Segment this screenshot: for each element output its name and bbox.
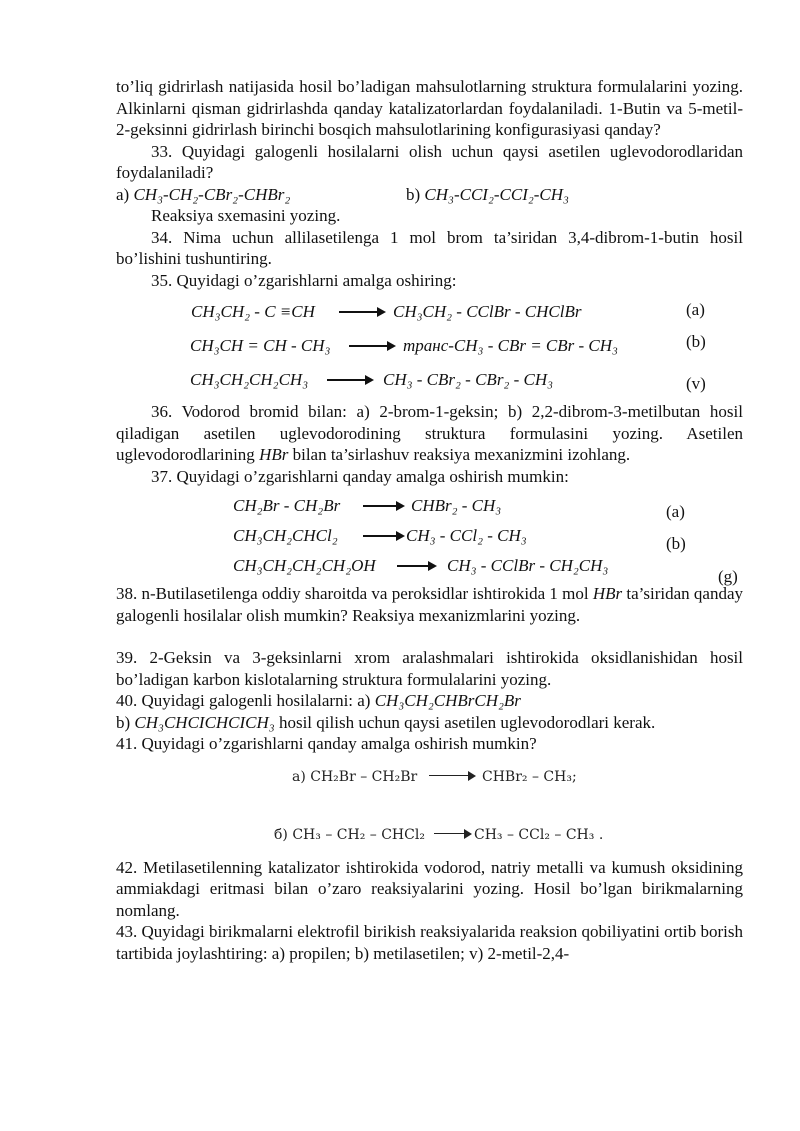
reaction-arrow-icon: [434, 833, 470, 834]
reaction-product: CH₃ - CBr₂ - CBr₂ - CH₃: [383, 370, 554, 389]
question-40-text-end: hosil qilish uchun qaysi asetilen uglevodorodlari kerak.: [274, 712, 656, 732]
reaction-reactant: a) CH₂Br – CH₂Br: [292, 768, 418, 785]
reaction-arrow-icon: [349, 345, 394, 347]
reaction-reactant: CH₃CH = CH - CH₃: [190, 336, 331, 355]
spacer: [116, 626, 743, 647]
reaction-arrow-icon: [339, 311, 384, 313]
q41-reaction-b: [116, 819, 743, 849]
reaction-arrow-icon: [363, 505, 403, 507]
question-36: [116, 401, 743, 466]
reaction-reactant: б) CH₃ – CH₂ – CHCl₂: [274, 826, 425, 843]
option-a-label: a): [116, 184, 134, 204]
question-35: 35. Quyidagi o’zgarishlarni amalga oshiring:: [151, 270, 457, 290]
question-43: 43. Quyidagi birikmalarni elektrofil birikish reaksiyalarida reaksion qobiliyatini ortib borish tartibida joylashtiring: a) propilen; b) metilasetilen; v) 2-metil-2,4-: [116, 922, 743, 963]
question-40-b: [116, 712, 743, 734]
reaction-reactant: CH₂Br - CH₂Br: [233, 496, 341, 515]
question-36-text-end: bilan ta’sirlashuv reaksiya mexanizmini izohlang.: [288, 445, 631, 464]
question-33: 33. Quyidagi galogenli hosilalarni olish uchun qaysi asetilen uglevodorodlaridan foydalaniladi?: [116, 141, 743, 182]
reaction-reactant: CH₃CH₂CH₂CH₂OH: [233, 556, 376, 575]
q41-reaction-a: [116, 761, 743, 791]
reaction-product: CHBr₂ – CH₃;: [482, 768, 577, 785]
document-page: [116, 76, 743, 964]
question-40-formula-b: CH₃CHCICHCICH₃: [134, 712, 275, 732]
question-40: [116, 690, 743, 712]
reaction-label: (a): [666, 502, 685, 521]
option-b-label: b): [406, 184, 425, 204]
question-34: 34. Nima uchun allilasetilenga 1 mol brom ta’siridan 3,4-dibrom-1-butin hosil bo’lishini tushuntiring.: [116, 227, 743, 268]
reaction-label: (a): [686, 300, 705, 319]
reaction-arrow-icon: [397, 565, 435, 567]
question-38-text: 38. n-Butilasetilenga oddiy sharoitda va peroksidlar ishtirokida 1 mol: [116, 584, 593, 603]
q37-reaction-b: [116, 523, 743, 553]
option-a-formula: CH₃-CH₂-CBr₂-CHBr₂: [133, 184, 291, 204]
question-37: 37. Quyidagi o’zgarishlarni qanday amalga oshirish mumkin:: [151, 466, 569, 486]
reaction-product: CH₃ – CCl₂ – CH₃ .: [474, 826, 604, 843]
q35-reaction-v: [116, 367, 743, 401]
question-40-formula-a: CH₃CH₂CHBrCH₂Br: [374, 691, 521, 710]
question-40-b-label: b): [116, 712, 135, 732]
reaction-arrow-icon: [429, 775, 474, 776]
reaction-arrow-icon: [327, 379, 372, 381]
option-b-formula: CH₃-CCI₂-CCI₂-CH₃: [424, 184, 569, 204]
question-42: 42. Metilasetilenning katalizator ishtirokida vodorod, natriy metalli va kumush oksidining ammiakdagi eritmasi bilan o’zaro reaksiyalarini yozing. Hosil bo’lgan birikmalarning nomlang.: [116, 857, 743, 920]
reaction-label: (g): [718, 567, 738, 586]
q35-reaction-a: [116, 299, 743, 333]
reaction-label: (b): [666, 534, 686, 553]
question-33-option-a: [116, 184, 406, 206]
question-36-text: 36. Vodorod bromid bilan: a) 2-brom-1-geksin; b) 2,2-dibrom-3-metilbutan hosil qiladigan asetilen uglevodorodining struktura formulasini yozing. Asetilen uglevodorodlarining: [116, 402, 743, 464]
reaction-product: CH₃ - CClBr - CH₂CH₃: [447, 556, 609, 575]
question-33-options: [116, 184, 743, 206]
reaction-product: CH₃CH₂ - CClBr - CHClBr: [393, 302, 582, 321]
question-38: [116, 583, 743, 626]
question-38-text-end: ta’siridan qanday galogenli hosilalar olish mumkin? Reaksiya mexanizmlarini yozing.: [116, 584, 743, 625]
question-33-option-b: [406, 184, 569, 206]
reaction-reactant: CH₃CH₂CHCl₂: [233, 526, 338, 545]
reaction-reactant: CH₃CH₂ - C ≡CH: [191, 302, 315, 321]
q35-reaction-b: [116, 333, 743, 367]
question-39: 39. 2-Geksin va 3-geksinlarni xrom aralashmalari ishtirokida oksidlanishidan hosil bo’ladigan karbon kislotalarning struktura formulalarini yozing.: [116, 648, 743, 689]
reaction-arrow-icon: [363, 535, 403, 537]
reaction-label: (v): [686, 374, 706, 393]
q37-reaction-a: [116, 493, 743, 523]
question-36-formula: HBr: [259, 445, 289, 464]
reaction-product: CH₃ - CCl₂ - CH₃: [406, 526, 527, 545]
question-38-formula: HBr: [592, 584, 623, 603]
reaction-reactant: CH₃CH₂CH₂CH₃: [190, 370, 309, 389]
reaction-product: CHBr₂ - CH₃: [411, 496, 502, 515]
question-41: 41. Quyidagi o’zgarishlarni qanday amalga oshirish mumkin?: [116, 734, 537, 753]
q37-reaction-g: [116, 553, 743, 586]
intro-paragraph: to’liq gidrirlash natijasida hosil bo’ladigan mahsulotlarning struktura formulalarini yozing. Alkinlarni qisman gidrirlashda qanday katalizatorlardan foydalaniladi. 1-Butin va 5-metil-2-geksinni gidrirlash birinchi bosqich mahsulotlarining konfigurasiyasi qanday?: [116, 77, 743, 139]
question-40-text: 40. Quyidagi galogenli hosilalarni: a): [116, 691, 375, 710]
question-33-note: Reaksiya sxemasini yozing.: [151, 206, 341, 225]
reaction-product: транс-CH₃ - CBr = CBr - CH₃: [403, 336, 618, 355]
reaction-label: (b): [686, 332, 706, 351]
